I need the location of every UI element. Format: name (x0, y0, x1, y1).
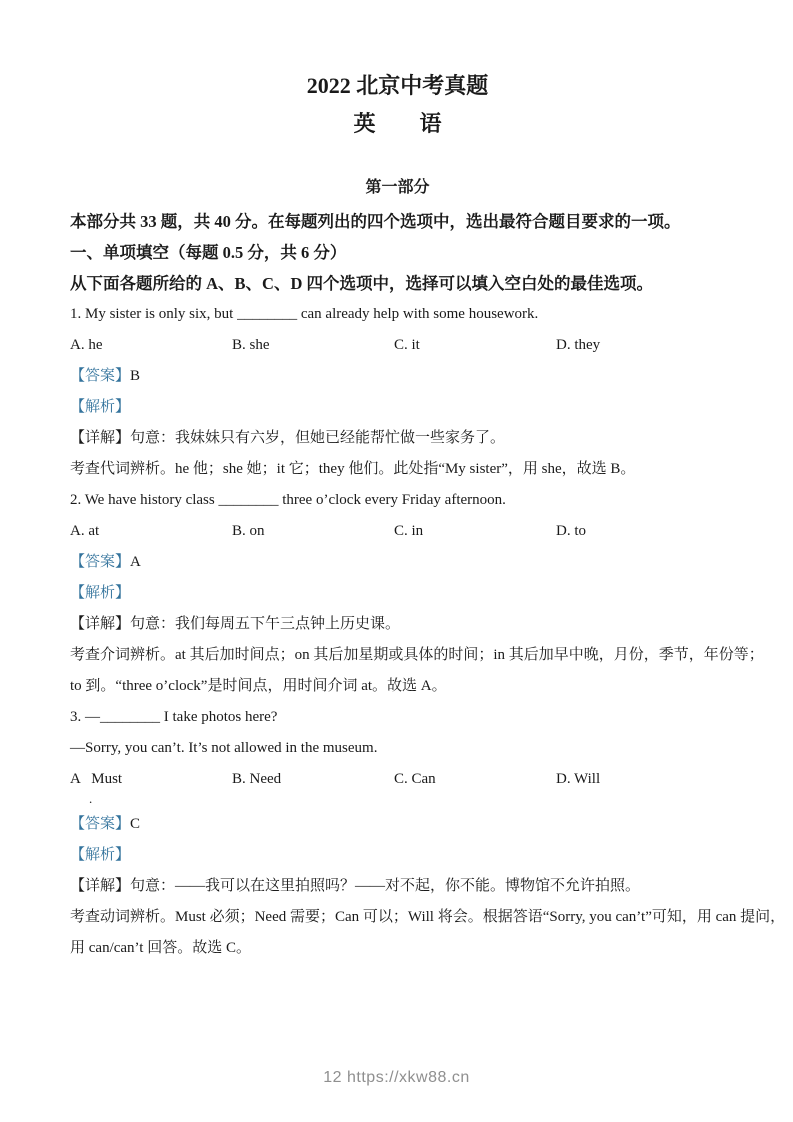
question-2-options (70, 516, 725, 547)
document-title: 2022 北京中考真题 (306, 73, 489, 98)
question-1-option-c: C. it (394, 337, 420, 353)
answer-label: 【答案】 (70, 554, 131, 570)
question-3-option-d: D. Will (556, 771, 601, 787)
question-3-explanation-line-3: 用 can/can’t 回答。故选 C。 (70, 940, 251, 956)
question-1-option-d: D. they (556, 337, 601, 353)
question-2-explanation-line-3: to 到。“three o’clock”是时间点，用时间介词 at。故选 A。 (70, 678, 447, 694)
question-3-stem-line-2: —Sorry, you can’t. It’s not allowed in the museum. (70, 740, 378, 756)
part-instructions: 本部分共 33 题，共 40 分。在每题列出的四个选项中，选出最符合题目要求的一项。 (70, 212, 681, 231)
question-3-answer: C (130, 816, 141, 832)
question-2-option-b: B. on (232, 523, 265, 539)
question-3-answer-row (70, 809, 725, 840)
section-one-heading: 一、单项填空（每题 0.5 分，共 6 分） (70, 243, 347, 262)
question-1-stem: 1. My sister is only six, but ________ can already help with some housework. (70, 306, 539, 322)
question-2-analysis-row (70, 578, 725, 609)
question-1-answer: B (130, 368, 141, 384)
question-1-answer-row (70, 361, 725, 392)
question-1-analysis-row (70, 392, 725, 423)
question-1-options (70, 330, 725, 361)
question-2-answer: A (130, 554, 141, 570)
question-1-option-a: A. he (70, 337, 103, 353)
question-1-explanation-line-2: 考查代词辨析。he 他；she 她；it 它；they 他们。此处指“My sister”，用 she，故选 B。 (70, 461, 636, 477)
analysis-label: 【解析】 (70, 585, 131, 601)
question-2-option-c: C. in (394, 523, 424, 539)
question-3-explanation-line-2: 考查动词辨析。Must 必须；Need 需要；Can 可以；Will 将会。根据答语“Sorry, you can’t”可知，用 can 提问， (70, 909, 786, 925)
question-3-explanation-line-1: 【详解】句意：——我可以在这里拍照吗？——对不起，你不能。博物馆不允许拍照。 (70, 878, 641, 894)
analysis-label: 【解析】 (70, 847, 131, 863)
page-footer: 12 https://xkw88.cn (323, 1069, 470, 1086)
question-3-option-a: A Must (70, 771, 123, 787)
part-one-heading: 第一部分 (365, 179, 430, 196)
analysis-label: 【解析】 (70, 399, 131, 415)
section-one-instructions: 从下面各题所给的 A、B、C、D 四个选项中，选择可以填入空白处的最佳选项。 (70, 274, 654, 293)
answer-label: 【答案】 (70, 816, 131, 832)
question-2-explanation-line-2: 考查介词辨析。at 其后加时间点；on 其后加星期或具体的时间；in 其后加早中晚，月份，季节，年份等； (70, 647, 764, 663)
question-2-answer-row (70, 547, 725, 578)
question-2-option-d: D. to (556, 523, 586, 539)
question-3-option-b: B. Need (232, 771, 282, 787)
answer-label: 【答案】 (70, 368, 131, 384)
question-2-stem: 2. We have history class ________ three o’clock every Friday afternoon. (70, 492, 506, 508)
question-2-option-a: A. at (70, 523, 100, 539)
question-1-option-b: B. she (232, 337, 270, 353)
question-3-option-c: C. Can (394, 771, 436, 787)
scan-stray-dot: . (89, 791, 93, 806)
subject-title: 英 语 (353, 111, 442, 136)
question-3-stem-line-1: 3. —________ I take photos here? (70, 709, 278, 725)
question-1-explanation-line-1: 【详解】句意：我妹妹只有六岁，但她已经能帮忙做一些家务了。 (70, 430, 506, 446)
question-2-explanation-line-1: 【详解】句意：我们每周五下午三点钟上历史课。 (70, 616, 401, 632)
question-3-options (70, 764, 725, 795)
question-3-analysis-row (70, 840, 725, 871)
